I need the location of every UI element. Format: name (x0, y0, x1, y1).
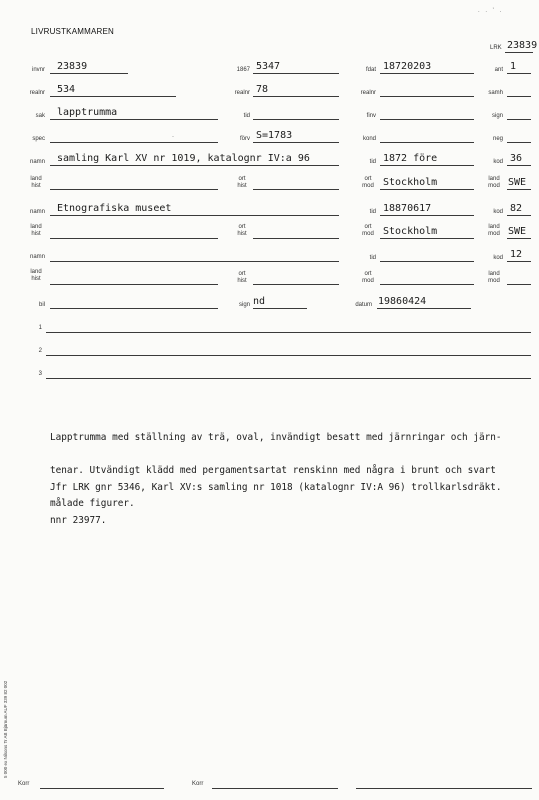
invnr-label: invnr (31, 67, 45, 73)
description-line-3: målade figurer. (50, 498, 135, 509)
forv-value: S=1783 (256, 130, 293, 141)
realnr-value-1: 534 (57, 84, 76, 95)
land-hist-line-3 (50, 284, 218, 285)
fdat-line (380, 73, 474, 74)
line-1 (46, 332, 531, 333)
sign-label-2: sign (238, 302, 250, 308)
ant-line (507, 73, 531, 74)
ort-mod-value-1: Stockholm (383, 177, 438, 188)
tid-value-2: 1872 före (383, 153, 438, 164)
land-mod-value-2: SWE (508, 226, 527, 237)
ort-hist-label-3: ort hist (237, 271, 247, 284)
kod-line-2 (507, 215, 531, 216)
tid-line-4 (380, 261, 474, 262)
tid-label-1: tid (243, 113, 250, 119)
samh-label: samh (488, 90, 503, 96)
kond-line (380, 142, 474, 143)
namn-line-3 (50, 261, 339, 262)
land-mod-line-2 (507, 238, 531, 239)
land-mod-label-2: land mod (488, 224, 500, 237)
realnr-value-2: 78 (256, 84, 269, 95)
line-1-label: 1 (38, 325, 42, 331)
datum-line (377, 308, 471, 309)
land-mod-line-1 (507, 189, 531, 190)
printer-imprint: 5 000 ex Nilsons Tr AB Bjärnum AUF 339 82 002 (3, 680, 8, 778)
realnr-line-2 (253, 96, 339, 97)
realnr-line-3 (380, 96, 474, 97)
spec-dot: · (172, 134, 174, 140)
tid-value-3: 18870617 (383, 203, 432, 214)
forv-line (253, 142, 339, 143)
korr-label-1: Korr (18, 781, 30, 787)
neg-label: neg (492, 136, 503, 142)
korr-label-2: Korr (192, 781, 204, 787)
kod-line-3 (507, 261, 531, 262)
korr-line-2 (212, 788, 338, 789)
y1867-label: 1867 (236, 67, 250, 73)
ort-hist-line-2 (253, 238, 339, 239)
lrk-line (505, 52, 533, 53)
land-hist-label-1: land hist (30, 176, 42, 189)
tid-line-3 (380, 215, 474, 216)
description-line-1: Lapptrumma med ställning av trä, oval, invändigt besatt med järnringar och järn- (50, 432, 502, 443)
kod-line-1 (507, 165, 531, 166)
tid-line-2 (380, 165, 474, 166)
reference-paragraph (50, 460, 502, 548)
ort-hist-line-1 (253, 189, 339, 190)
ort-mod-label-3: ort mod (362, 271, 374, 284)
spec-line (50, 142, 218, 143)
realnr-label-3: realnr (360, 90, 376, 96)
ort-mod-label-2: ort mod (362, 224, 374, 237)
ort-mod-line-2 (380, 238, 474, 239)
y1867-line (253, 73, 339, 74)
kod-value-2: 82 (510, 203, 523, 214)
ort-hist-label-1: ort hist (237, 176, 247, 189)
land-mod-label-1: land mod (488, 176, 500, 189)
kod-label-1: kod (493, 159, 503, 165)
tid-line-1 (253, 119, 339, 120)
datum-label: datum (355, 302, 372, 308)
forv-label: förv (239, 136, 250, 142)
ant-value: 1 (510, 61, 517, 72)
neg-line (507, 142, 531, 143)
korr-line-1 (40, 788, 164, 789)
land-mod-line-3 (507, 284, 531, 285)
land-hist-line-2 (50, 238, 218, 239)
line-2 (46, 355, 531, 356)
fdat-label: fdat (365, 67, 376, 73)
sak-label: sak (35, 113, 45, 119)
namn-label-1: namn (29, 159, 45, 165)
ort-mod-line-3 (380, 284, 474, 285)
namn-label-2: namn (29, 209, 45, 215)
namn-line-2 (50, 215, 339, 216)
spec-label: spec (32, 136, 45, 142)
realnr-label-2: realnr (234, 90, 250, 96)
namn-line-1 (50, 165, 339, 166)
land-mod-label-3: land mod (488, 271, 500, 284)
land-hist-label-2: land hist (30, 224, 42, 237)
land-hist-label-3: land hist (30, 269, 42, 282)
namn-value-1: samling Karl XV nr 1019, katalognr IV:a 96 (57, 153, 310, 164)
lrk-label: LRK (490, 45, 502, 51)
namn-value-2: Etnografiska museet (57, 203, 172, 214)
land-mod-value-1: SWE (508, 177, 527, 188)
sign-line-2 (253, 308, 307, 309)
realnr-label-1: realnr (29, 90, 45, 96)
invnr-value: 23839 (57, 61, 88, 72)
sign-label-1: sign (491, 113, 503, 119)
line-3 (46, 378, 531, 379)
kod-label-3: kod (493, 255, 503, 261)
footer-line-3 (356, 788, 532, 789)
tid-label-4: tid (369, 255, 376, 261)
ort-hist-label-2: ort hist (237, 224, 247, 237)
ort-mod-label-1: ort mod (362, 176, 374, 189)
line-3-label: 3 (38, 371, 42, 377)
description-line-2: tenar. Utvändigt klädd med pergamentsartat renskinn med några i brunt och svart (50, 465, 496, 476)
sign-line-1 (507, 119, 531, 120)
institution-name: LIVRUSTKAMMAREN (31, 27, 115, 36)
samh-line (507, 96, 531, 97)
namn-label-3: namn (29, 254, 45, 260)
kod-label-2: kod (493, 209, 503, 215)
fdat-value: 18720203 (383, 61, 432, 72)
tid-label-2: tid (369, 159, 376, 165)
finv-label: finv (366, 113, 376, 119)
reference-line-2: nnr 23977. (50, 515, 107, 526)
bil-label: bil (38, 302, 45, 308)
sak-line (50, 119, 218, 120)
finv-line (380, 119, 474, 120)
reference-line-1: Jfr LRK gnr 5346, Karl XV:s samling nr 1018 (katalognr IV:A 96) trollkarlsdräkt. (50, 482, 502, 493)
line-2-label: 2 (38, 348, 42, 354)
lrk-value: 23839 (507, 40, 538, 51)
bil-line (50, 308, 218, 309)
sak-value: lapptrumma (57, 107, 118, 118)
ort-hist-line-3 (253, 284, 339, 285)
ort-mod-value-2: Stockholm (383, 226, 438, 237)
y1867-value: 5347 (256, 61, 281, 72)
datum-value: 19860424 (378, 296, 427, 307)
realnr-line-1 (50, 96, 176, 97)
ort-mod-line-1 (380, 189, 474, 190)
kod-value-1: 36 (510, 153, 523, 164)
kod-value-3: 12 (510, 249, 523, 260)
ant-label: ant (494, 67, 503, 73)
invnr-line (50, 73, 128, 74)
land-hist-line-1 (50, 189, 218, 190)
tid-label-3: tid (369, 209, 376, 215)
sign-value-2: nd (253, 296, 266, 307)
corner-marks: . . ' . (478, 8, 504, 14)
kond-label: kond (362, 136, 376, 142)
